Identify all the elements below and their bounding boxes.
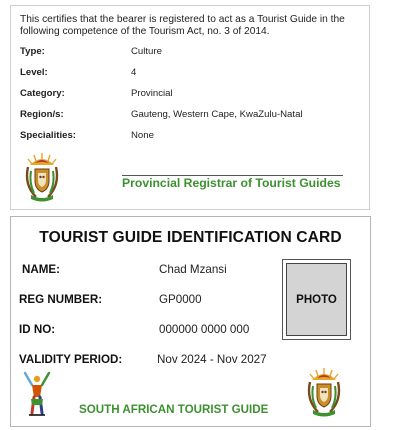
tourism-figure-logo-icon	[21, 369, 53, 419]
photo-placeholder: PHOTO	[286, 263, 347, 336]
field-label: Specialities:	[20, 130, 76, 141]
validity-period-value: Nov 2024 - Nov 2027	[157, 353, 267, 366]
field-value: 4	[131, 67, 137, 78]
field-value: Culture	[131, 46, 162, 57]
reg-number-label: REG NUMBER:	[19, 293, 103, 306]
validity-period-label: VALIDITY PERIOD:	[19, 353, 123, 366]
coat-of-arms-icon	[22, 151, 62, 203]
coat-of-arms-icon	[304, 364, 344, 420]
registration-certificate	[10, 5, 370, 210]
name-value: Chad Mzansi	[159, 263, 227, 276]
id-number-label: ID NO:	[19, 323, 56, 336]
sa-tourist-guide-label: SOUTH AFRICAN TOURIST GUIDE	[79, 403, 269, 416]
field-value: Gauteng, Western Cape, KwaZulu-Natal	[131, 109, 303, 120]
field-label: Level:	[20, 67, 48, 78]
id-number-value: 000000 0000 000	[159, 323, 250, 336]
field-label: Region/s:	[20, 109, 64, 120]
field-value: None	[131, 130, 154, 141]
photo-frame	[282, 259, 351, 340]
reg-number-value: GP0000	[159, 293, 202, 306]
tourist-guide-id-card	[10, 216, 371, 427]
certificate-statement: This certifies that the bearer is registered to act as a Tourist Guide in the following competence of the Tourism Act, no. 3 of 2014.	[20, 14, 345, 37]
field-value: Provincial	[131, 88, 173, 99]
field-label: Type:	[20, 46, 45, 57]
registrar-title: Provincial Registrar of Tourist Guides	[122, 176, 341, 190]
field-label: Category:	[20, 88, 65, 99]
name-label: NAME:	[22, 263, 60, 276]
id-card-title: TOURIST GUIDE IDENTIFICATION CARD	[39, 229, 342, 246]
